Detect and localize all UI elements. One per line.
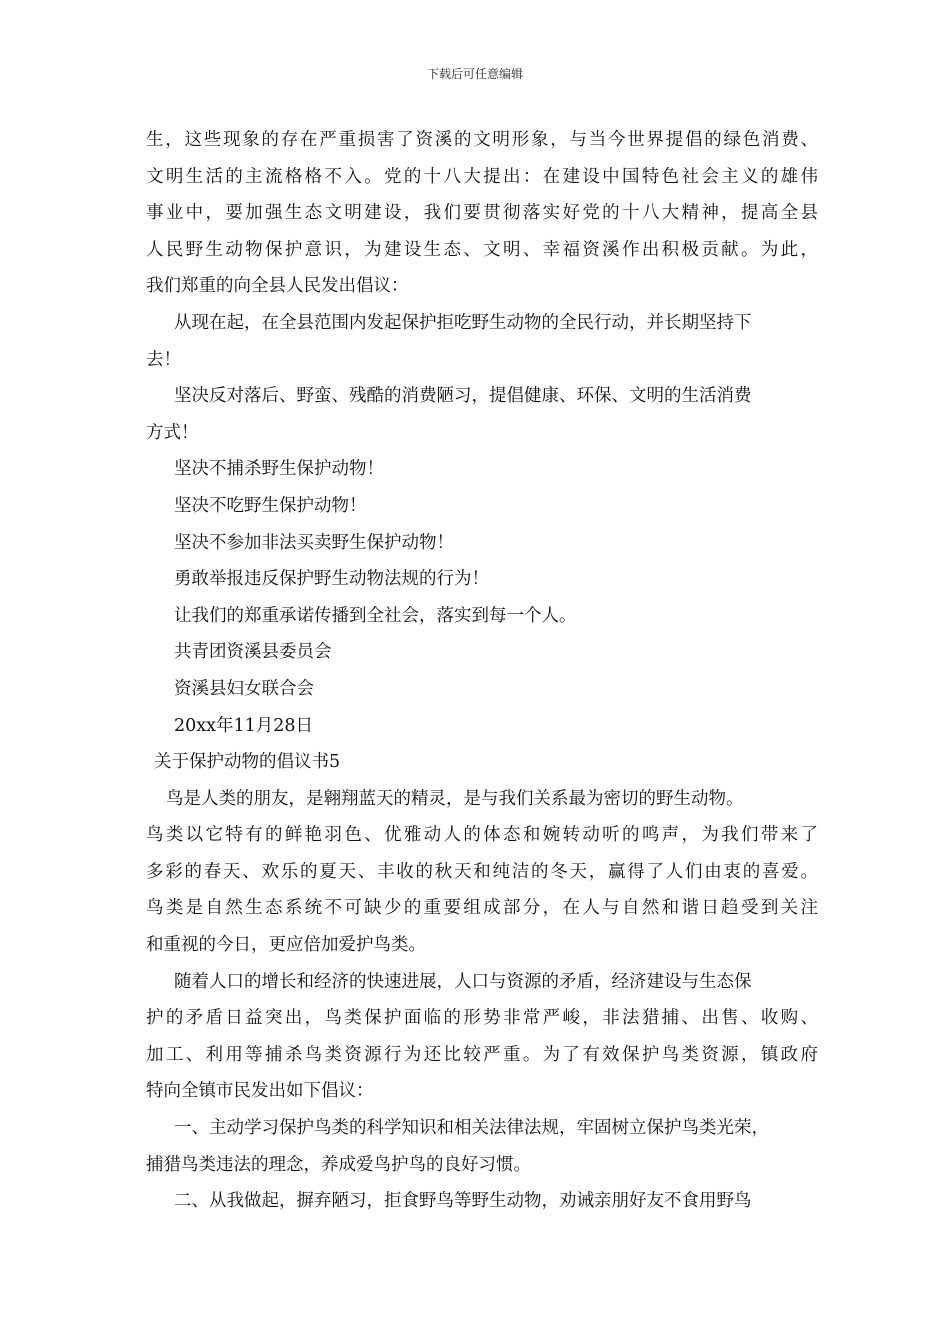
page-header-note: 下载后可任意编辑 <box>426 67 523 81</box>
text-line: 共青团资溪县委员会 <box>174 642 332 663</box>
text-line: 资溪县妇女联合会 <box>174 678 314 699</box>
text-line: 人民野生动物保护意识，为建设生态、文明、幸福资溪作出积极贡献。为此， <box>146 239 818 260</box>
text-line: 随着人口的增长和经济的快速进展，人口与资源的矛盾，经济建设与生态保 <box>174 971 752 992</box>
text-line: 去！ <box>146 349 181 370</box>
text-line: 坚决反对落后、野蛮、残酷的消费陋习，提倡健康、环保、文明的生活消费 <box>174 386 752 407</box>
text-line: 坚决不吃野生保护动物！ <box>174 495 367 516</box>
text-line: 坚决不参加非法买卖野生保护动物！ <box>174 532 454 553</box>
text-line: 特向全镇市民发出如下倡议： <box>146 1081 374 1102</box>
text-line: 加工、利用等捕杀鸟类资源行为还比较严重。为了有效保护鸟类资源，镇政府 <box>146 1044 818 1065</box>
text-line: 坚决不捕杀野生保护动物！ <box>174 459 384 480</box>
text-line: 关于保护动物的倡议书5 <box>154 752 341 773</box>
text-line: 生，这些现象的存在严重损害了资溪的文明形象，与当今世界提倡的绿色消费、 <box>146 130 818 150</box>
text-line: 文明生活的主流格格不入。党的十八大提出：在建设中国特色社会主义的雄伟 <box>146 166 818 187</box>
text-line: 我们郑重的向全县人民发出倡议： <box>146 276 409 297</box>
text-line: 20xx年11月28日 <box>174 715 314 736</box>
text-line: 二、从我做起，摒弃陋习，拒食野鸟等野生动物，劝诫亲朋好友不食用野鸟 <box>174 1191 752 1212</box>
text-line: 鸟是人类的朋友，是翱翔蓝天的精灵，是与我们关系最为密切的野生动物。 <box>166 788 744 809</box>
text-line: 让我们的郑重承诺传播到全社会，落实到每一个人。 <box>174 605 577 626</box>
text-line: 鸟类是自然生态系统不可缺少的重要组成部分，在人与自然和谐日趋受到关注 <box>146 898 818 919</box>
text-line: 和重视的今日，更应倍加爱护鸟类。 <box>146 935 426 956</box>
text-line: 捕猎鸟类违法的理念，养成爱鸟护鸟的良好习惯。 <box>146 1154 531 1175</box>
text-line: 一、主动学习保护鸟类的科学知识和相关法律法规，牢固树立保护鸟类光荣， <box>174 1118 769 1139</box>
document-body <box>146 122 818 1220</box>
text-line: 从现在起，在全县范围内发起保护拒吃野生动物的全民行动，并长期坚持下 <box>174 312 752 333</box>
text-line: 勇敢举报违反保护野生动物法规的行为！ <box>174 569 489 590</box>
text-line: 方式！ <box>146 422 199 443</box>
text-line: 事业中，要加强生态文明建设，我们要贯彻落实好党的十八大精神，提高全县 <box>146 203 818 224</box>
text-line: 护的矛盾日益突出，鸟类保护面临的形势非常严峻，非法猎捕、出售、收购、 <box>146 1008 818 1029</box>
text-line: 多彩的春天、欢乐的夏天、丰收的秋天和纯洁的冬天，赢得了人们由衷的喜爱。 <box>146 861 818 882</box>
text-line: 鸟类以它特有的鲜艳羽色、优雅动人的体态和婉转动听的鸣声，为我们带来了 <box>146 825 818 846</box>
